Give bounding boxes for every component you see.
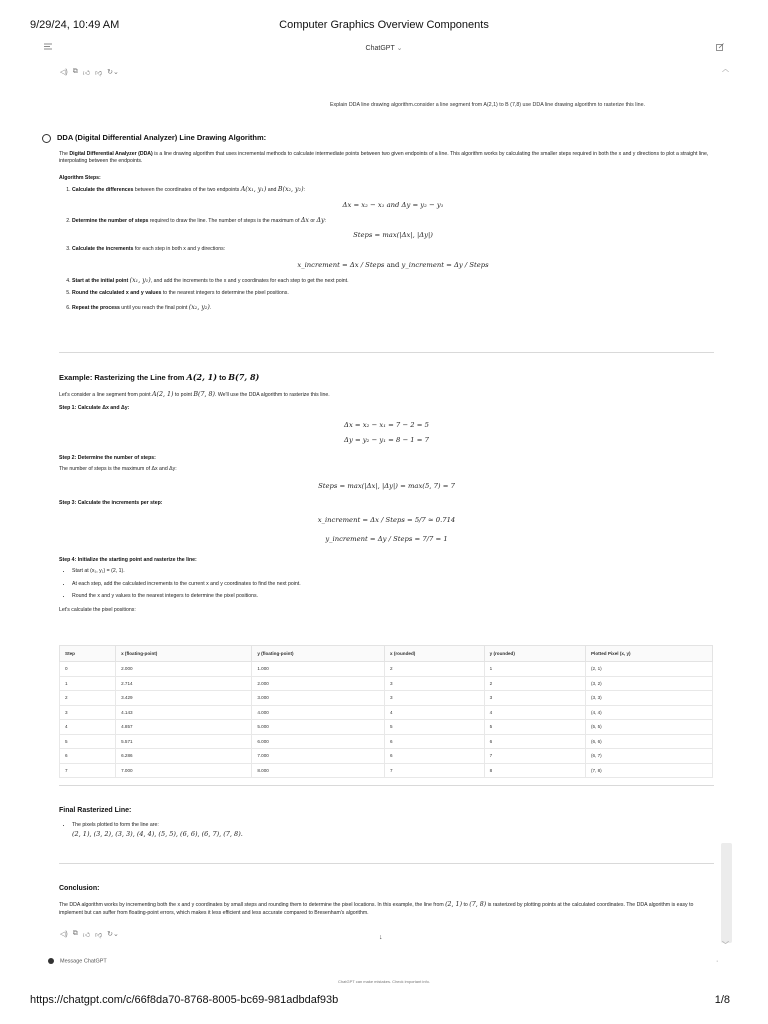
list-item: 1. Calculate the differences between the coordinates of the two endpoints A(x₁, y₁) and B(x₂, y₂): Δx = x₂ − x₁ and Δy = y₂ − y₁ — [72, 185, 714, 210]
table-cell: 5.000 — [252, 720, 385, 735]
table-header-cell: x (rounded) — [385, 646, 485, 662]
table-cell: 6.000 — [252, 734, 385, 749]
table-cell: 3 — [385, 691, 485, 706]
table-intro: Let's calculate the pixel positions: — [59, 606, 136, 613]
copy-icon[interactable]: ⧉ — [72, 930, 78, 937]
table-header-cell: Step — [60, 646, 116, 662]
read-aloud-icon[interactable]: ◁) — [60, 931, 68, 938]
table-cell: (6, 6) — [585, 734, 712, 749]
model-selector[interactable]: ChatGPT ⌄ — [365, 45, 403, 52]
table-cell: (4, 4) — [585, 705, 712, 720]
example-section — [59, 372, 714, 614]
table-cell: 5 — [385, 720, 485, 735]
list-item: 2. Determine the number of steps required to draw the line. The number of steps is the maximum of Δx or Δy: Steps = max(|Δx|, |Δy|) — [72, 216, 714, 241]
table-cell: 7 — [60, 763, 116, 778]
regenerate-icon[interactable]: ↻⌄ — [107, 69, 119, 76]
table-cell: 5 — [484, 720, 585, 735]
table-cell: 8.000 — [252, 763, 385, 778]
table-cell: 4 — [60, 720, 116, 735]
final-pixels: (2, 1), (3, 2), (3, 3), (4, 4), (5, 5), (6, 6), (6, 7), (7, 8). — [72, 829, 243, 838]
table-cell: 1 — [60, 676, 116, 691]
thumbs-up-icon[interactable]: 👍︎ — [82, 932, 91, 939]
table-cell: 0 — [60, 662, 116, 677]
copy-icon[interactable]: ⧉ — [72, 68, 78, 75]
answer-message-actions — [60, 930, 119, 939]
table-row — [60, 662, 713, 677]
message-input[interactable]: Message ChatGPT — [48, 958, 107, 964]
thumbs-up-icon[interactable]: 👍︎ — [82, 70, 91, 77]
table-cell: 4.143 — [116, 705, 252, 720]
thumbs-down-icon[interactable]: 👎︎ — [95, 70, 103, 77]
divider — [59, 863, 714, 864]
final-heading: Final Rasterized Line: — [59, 807, 132, 814]
table-cell: 8 — [484, 763, 585, 778]
table-cell: 2 — [484, 676, 585, 691]
table-cell: (6, 7) — [585, 749, 712, 764]
formula-increments: x_increment = Δx / Steps and y_increment = Δy / Steps — [297, 260, 489, 269]
scroll-down-icon[interactable]: ↓ — [379, 934, 383, 941]
table-cell: 7.000 — [116, 763, 252, 778]
list-item: • The pixels plotted to form the line are: (2, 1), (3, 2), (3, 3), (4, 4), (5, 5), (6, 6), (6, 7), (7, 8). — [72, 822, 714, 839]
table-cell: 5.571 — [116, 734, 252, 749]
table-cell: 1.000 — [252, 662, 385, 677]
regenerate-icon[interactable]: ↻⌄ — [107, 931, 119, 938]
table-header-cell: x (floating-point) — [116, 646, 252, 662]
list-item: 5. Round the calculated x and y values to the nearest integers to determine the pixel positions. — [72, 290, 714, 298]
table-cell: 6.286 — [116, 749, 252, 764]
table-cell: 2.000 — [116, 662, 252, 677]
print-url: https://chatgpt.com/c/66f8da70-8768-8005-bc69-981adbdaf93b — [30, 994, 339, 1006]
step3-heading: Step 3: Calculate the increments per step: — [59, 499, 163, 506]
step4-bullets — [59, 568, 714, 601]
print-page-title: Computer Graphics Overview Components — [279, 19, 489, 31]
table-cell: (2, 1) — [585, 662, 712, 677]
divider — [59, 785, 714, 786]
table-cell: 6 — [385, 749, 485, 764]
table-row — [60, 763, 713, 778]
table-cell: 5 — [60, 734, 116, 749]
user-message: Explain DDA line drawing algorithm.consider a line segment from A(2,1) to B (7,8) use DDA line drawing algorithm to rasterize this line. — [330, 102, 646, 108]
example-title: Example: Rasterizing the Line from A(2, 1) to B(7, 8) — [59, 372, 260, 382]
steps-heading: Algorithm Steps: — [59, 174, 101, 181]
table-row — [60, 749, 713, 764]
table-row — [60, 676, 713, 691]
table-row — [60, 705, 713, 720]
answer-title: DDA (Digital Differential Analyzer) Line Drawing Algorithm: — [42, 133, 714, 144]
formula-y-increment: y_increment = Δy / Steps = 7/7 = 1 — [325, 534, 448, 543]
table-cell: 2 — [385, 662, 485, 677]
table-cell: 3.000 — [252, 691, 385, 706]
pixel-table-container — [59, 645, 713, 778]
table-cell: 2 — [60, 691, 116, 706]
new-chat-icon[interactable] — [716, 43, 724, 53]
send-icon[interactable]: · — [716, 958, 719, 965]
table-cell: 2.000 — [252, 676, 385, 691]
previous-message-actions — [60, 68, 119, 77]
table-header-cell: y (floating-point) — [252, 646, 385, 662]
formula-differences: Δx = x₂ − x₁ and Δy = y₂ − y₁ — [342, 201, 444, 209]
scrollbar[interactable] — [721, 843, 732, 943]
table-header-cell: Plotted Pixel (x, y) — [585, 646, 712, 662]
scroll-down-arrow-icon[interactable]: ﹀ — [722, 942, 729, 949]
table-cell: 6 — [60, 749, 116, 764]
table-header-cell: y (rounded) — [484, 646, 585, 662]
table-cell: 4.857 — [116, 720, 252, 735]
table-cell: 6 — [385, 734, 485, 749]
answer-intro: The Digital Differential Analyzer (DDA) is a line drawing algorithm that uses incremental methods to calculate intermediate points between two given endpoints of a line. This algorithm works by calculating the smaller steps required in both the x and y directions to plot a straight line, interpolating between the endpoints. — [59, 150, 709, 165]
table-cell: 1 — [484, 662, 585, 677]
list-item: 6. Repeat the process until you reach the final point (x₂, y₂). — [72, 303, 714, 313]
print-timestamp: 9/29/24, 10:49 AM — [30, 19, 120, 31]
table-cell: 3.429 — [116, 691, 252, 706]
table-cell: 7.000 — [252, 749, 385, 764]
formula-steps-value: Steps = max(|Δx|, |Δy|) = max(5, 7) = 7 — [318, 481, 455, 490]
pixel-table — [59, 645, 713, 778]
final-section — [59, 806, 714, 844]
disclaimer: ChatGPT can make mistakes. Check important info. — [338, 979, 430, 984]
print-page-number: 1/8 — [714, 994, 730, 1006]
table-row — [60, 691, 713, 706]
table-cell: 3 — [484, 691, 585, 706]
step2-heading: Step 2: Determine the number of steps: — [59, 454, 156, 461]
read-aloud-icon[interactable]: ◁) — [60, 69, 68, 76]
scroll-up-icon[interactable]: ︿ — [722, 66, 729, 73]
table-cell: 2.714 — [116, 676, 252, 691]
list-item: 4. Start at the initial point (x₁, y₁), and add the increments to the x and y coordinates for each step to get the next point. — [72, 276, 714, 286]
list-item: • Start at (x₁, y₁) = (2, 1). — [72, 568, 714, 576]
table-cell: 4 — [385, 705, 485, 720]
table-cell: 3 — [60, 705, 116, 720]
algorithm-steps — [59, 185, 714, 312]
list-item: 3. Calculate the increments for each step in both x and y directions: x_increment = Δx / Steps and y_increment = Δy / Steps — [72, 246, 714, 270]
table-cell: (3, 3) — [585, 691, 712, 706]
conclusion-text: The DDA algorithm works by incrementing both the x and y coordinates by small steps and rounding them to determine the pixel locations. In this example, the line from (2, 1) to (7, 8) is rasterized by plotting points at the calculated coordinates. The DDA algorithm is easy to implement but can suffer from floating-point errors, which makes it less efficient and less accurate compared to Bresenham's algorithm. — [59, 901, 694, 916]
formula-dx: Δx = x₂ − x₁ = 7 − 2 = 5 — [344, 420, 429, 429]
table-cell: 6 — [484, 734, 585, 749]
list-item: • At each step, add the calculated increments to the current x and y coordinates to find the next point. — [72, 581, 714, 589]
conclusion-section — [59, 884, 714, 917]
formula-steps: Steps = max(|Δx|, |Δy|) — [353, 231, 433, 240]
table-cell: (5, 5) — [585, 720, 712, 735]
table-cell: 4 — [484, 705, 585, 720]
formula-x-increment: x_increment = Δx / Steps = 5/7 ≈ 0.714 — [317, 516, 456, 525]
table-cell: 3 — [385, 676, 485, 691]
assistant-answer — [59, 133, 714, 317]
step2-text: The number of steps is the maximum of Δx and Δy: — [59, 466, 177, 473]
thumbs-down-icon[interactable]: 👎︎ — [95, 932, 103, 939]
table-cell: 7 — [385, 763, 485, 778]
table-cell: 4.000 — [252, 705, 385, 720]
example-intro: Let's consider a line segment from point A(2, 1) to point B(7, 8). We'll use the DDA algorithm to rasterize this line. — [59, 390, 330, 398]
step4-heading: Step 4: Initialize the starting point and rasterize the line: — [59, 556, 197, 563]
chatgpt-logo-icon — [42, 134, 51, 143]
table-row — [60, 720, 713, 735]
list-item: • Round the x and y values to the nearest integers to determine the pixel positions. — [72, 593, 714, 601]
formula-dy: Δy = y₂ − y₁ = 8 − 1 = 7 — [344, 435, 429, 444]
table-cell: (7, 8) — [585, 763, 712, 778]
conclusion-heading: Conclusion: — [59, 885, 100, 892]
divider — [59, 352, 714, 353]
table-cell: 7 — [484, 749, 585, 764]
table-row — [60, 734, 713, 749]
attach-icon[interactable] — [48, 958, 54, 964]
step1-heading: Step 1: Calculate Δx and Δy: — [59, 405, 130, 412]
table-cell: (3, 2) — [585, 676, 712, 691]
